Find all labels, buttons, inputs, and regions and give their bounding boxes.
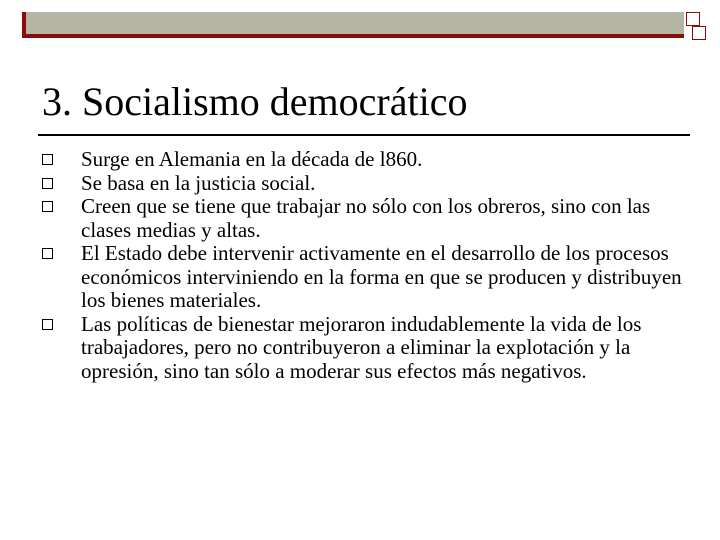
list-item: [42, 172, 682, 196]
header-decorative-bar: [22, 12, 684, 38]
hollow-square-bullet-icon: [42, 178, 53, 189]
bullet-text: Surge en Alemania en la década de l860.: [81, 147, 423, 171]
list-item: [42, 148, 682, 172]
bullet-text: Se basa en la justicia social.: [81, 170, 316, 195]
square-outline-icon: [692, 26, 706, 40]
hollow-square-bullet-icon: [42, 201, 53, 212]
hollow-square-bullet-icon: [42, 248, 53, 259]
bullet-text: Las políticas de bienestar mejoraron indudablemente la vida de los trabajadores, pero no contribuyeron a eliminar la explotación y la opresión, sino tan sólo a moderar sus efectos más negativos.: [81, 311, 642, 383]
bullet-text: El Estado debe intervenir activamente en el desarrollo de los procesos económicos interviniendo en la forma en que se producen y distribuyen los bienes materiales.: [81, 241, 682, 312]
bullet-text: Creen que se tiene que trabajar no sólo con los obreros, sino con las clases medias y altas.: [81, 194, 651, 242]
slide-title: 3. Socialismo democrático: [42, 79, 468, 124]
title-divider: [38, 134, 690, 136]
corner-decoration: [686, 12, 710, 42]
square-outline-icon: [686, 12, 700, 26]
bullet-list: [42, 148, 682, 383]
list-item: [42, 195, 682, 242]
hollow-square-bullet-icon: [42, 154, 53, 165]
list-item: [42, 242, 682, 313]
hollow-square-bullet-icon: [42, 319, 53, 330]
list-item: [42, 313, 682, 384]
